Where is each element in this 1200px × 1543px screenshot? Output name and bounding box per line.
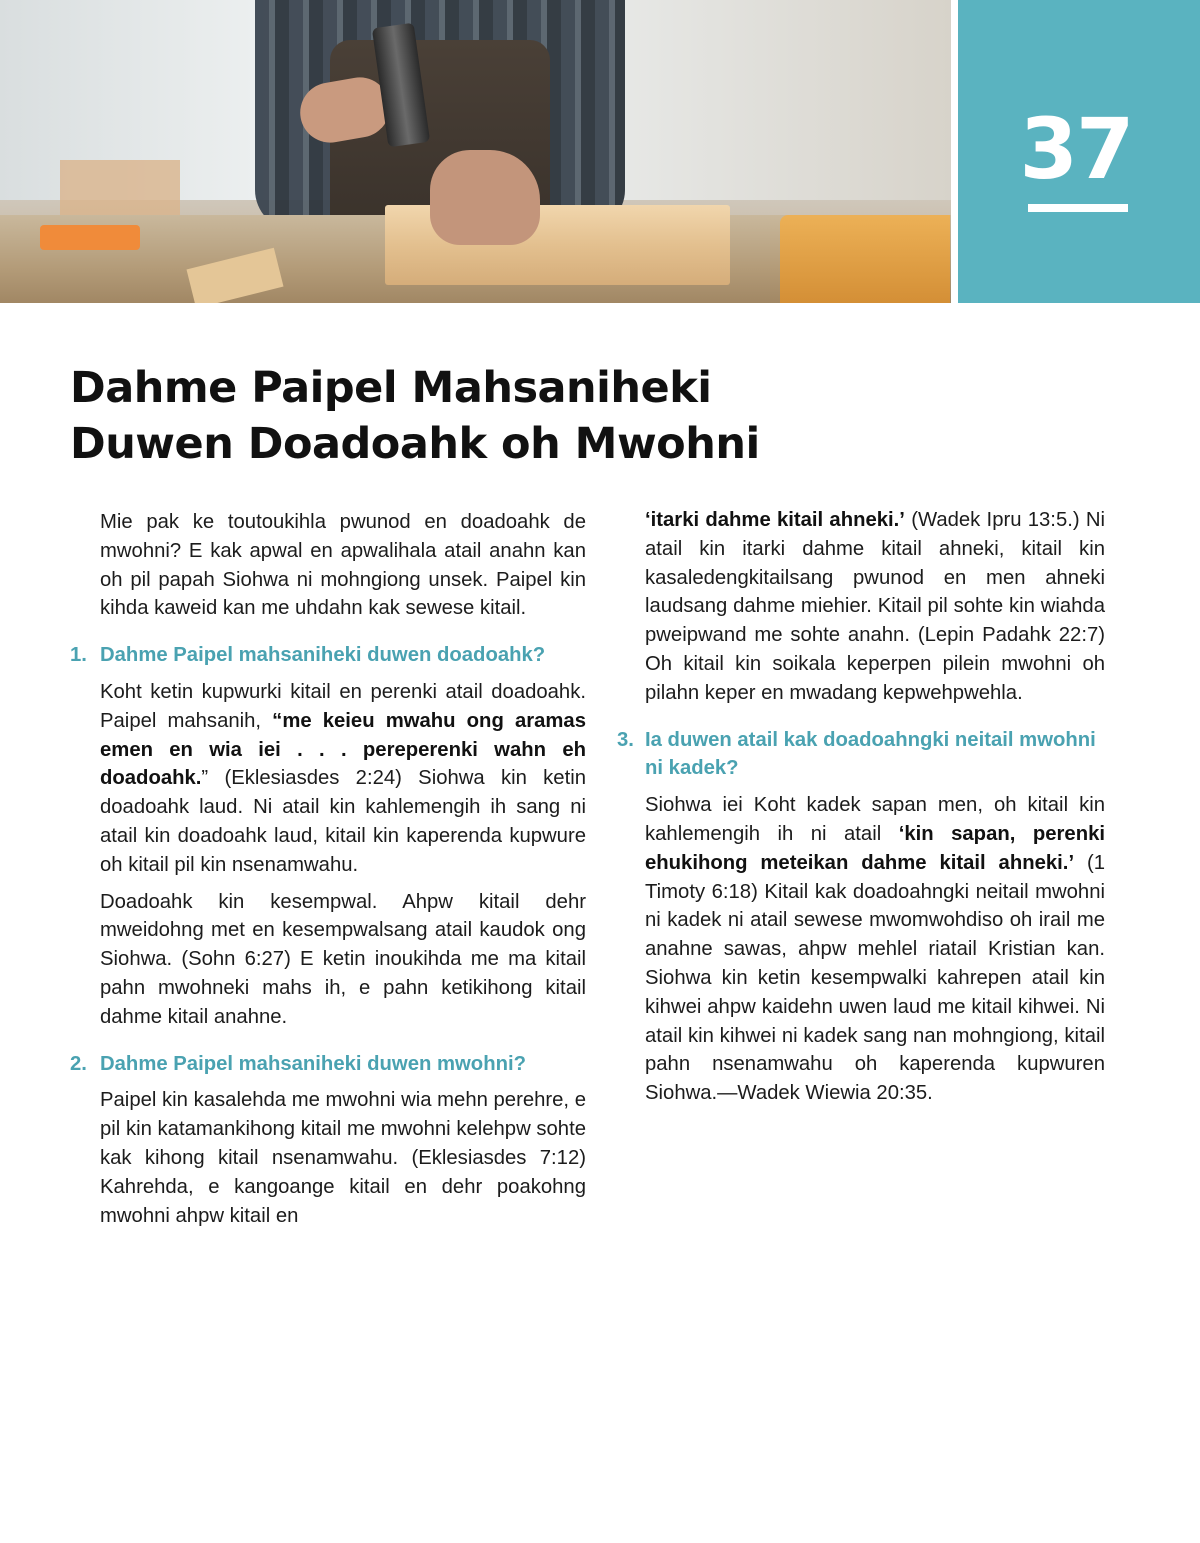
text-run: (Wadek Ipru 13:5.) Ni atail kin itarki dahme kitail ahneki, kitail kin kasaledengkitailsang pwunod en men ahneki laudsang dahme miehier. Kitail pil sohte kin wiahda pweipwand me sohte anahn. (Lepin Padahk 22:7) Oh kitail kin soikala keperpen pilein mwohni oh pilahn keper en mwadang kepwehpwehla. bbox=[645, 509, 1106, 704]
question-heading-3 bbox=[617, 726, 1105, 784]
scripture-quote: ‘kin sapan, perenki ehukihong meteikan dahme kitail ahneki.’ bbox=[645, 822, 1105, 874]
page-title bbox=[70, 360, 970, 472]
orange-tool bbox=[40, 225, 140, 250]
lesson-number-underline bbox=[1028, 204, 1128, 212]
question-number: 2. bbox=[70, 1052, 87, 1075]
background-box bbox=[60, 160, 180, 220]
left-column bbox=[70, 508, 586, 1238]
right-column bbox=[617, 506, 1105, 1116]
title-line-1: Dahme Paipel Mahsaniheki bbox=[70, 363, 712, 413]
question-text: Ia duwen atail kak doadoahngki neitail mwohni ni kadek? bbox=[645, 728, 1096, 780]
text-run: (1 Timoty 6:18) Kitail kak doadoahngki neitail mwohni ni kadek ni atail sewese mwomwohdiso oh irail me anahne sawas, ahpw mehlel riatail Kristian kan. Siohwa kin ketin kesempwalki kahrepen atail kin kihwei ahpw kaidehn uwen laud me kitail kihwei. Ni atail kin kihwei ni kadek sang nan mohngiong, kitail pahn nsenamwahu oh kaperenda kupwuren Siohwa.—Wadek Wiewia 20:35. bbox=[645, 851, 1105, 1105]
title-line-2: Duwen Doadoahk oh Mwohni bbox=[70, 419, 760, 469]
question-text: Dahme Paipel mahsaniheki duwen doadoahk? bbox=[100, 644, 546, 667]
scripture-quote: “me keieu mwahu ong aramas emen en wia iei . . . pereperenki wahn eh doadoahk. bbox=[100, 709, 586, 790]
section-1-paragraph-2: Doadoahk kin kesempwal. Ahpw kitail dehr mweidohng met en kesempwalsang atail kaudok ong Siohwa. (Sohn 6:27) E ketin inoukihda me ma kitail pahn mwohneki mahs ih, e pahn ketikihong kitail dahme kitail anahne. bbox=[100, 890, 586, 1028]
question-heading-2 bbox=[70, 1050, 586, 1079]
lesson-number: 37 bbox=[1019, 100, 1133, 198]
question-heading-1 bbox=[70, 641, 586, 670]
section-1-paragraph-1 bbox=[70, 678, 586, 880]
intro-paragraph: Mie pak ke toutoukihla pwunod en doadoahk de mwohni? E kak apwal en apwalihala atail anahn kan oh pil papah Siohwa ni mohngiong unsek. Paipel kin kihda kaweid kan me uhdahn kak sewese kitail. bbox=[100, 511, 586, 620]
header-photo bbox=[0, 0, 951, 303]
orange-bin bbox=[780, 215, 950, 303]
section-3-paragraph-1 bbox=[617, 791, 1105, 1108]
section-2-paragraph-continued bbox=[617, 506, 1105, 708]
question-text: Dahme Paipel mahsaniheki duwen mwohni? bbox=[100, 1052, 526, 1075]
section-2-paragraph-start: Paipel kin kasalehda me mwohni wia mehn perehre, e pil kin katamankihong kitail me mwohni kelehpw sohte kak kihong kitail nsenamwahu. (Eklesiasdes 7:12) Kahrehda, e kangoange kitail en dehr poakohng mwohni ahpw kitail en bbox=[100, 1089, 586, 1227]
text-run: Koht ketin kupwurki kitail en perenki atail doadoahk. Paipel mahsanih, bbox=[100, 680, 586, 732]
carpenter-hand-on-wood bbox=[430, 150, 540, 245]
question-number: 3. bbox=[617, 728, 634, 751]
lesson-number-block bbox=[958, 0, 1200, 303]
scripture-quote: ‘itarki dahme kitail ahneki.’ bbox=[645, 509, 905, 531]
text-run: ” (Eklesiasdes 2:24) Siohwa kin ketin doadoahk laud. Ni atail kin kahlemengih ih sang ni atail kin doadoahk laud, kitail kin kaperenda kupwure oh kitail pil kin nsenamwahu. bbox=[100, 767, 586, 876]
question-number: 1. bbox=[70, 644, 87, 667]
text-run: Siohwa iei Koht kadek sapan men, oh kitail kin kahlemengih ih ni atail bbox=[645, 794, 1105, 845]
